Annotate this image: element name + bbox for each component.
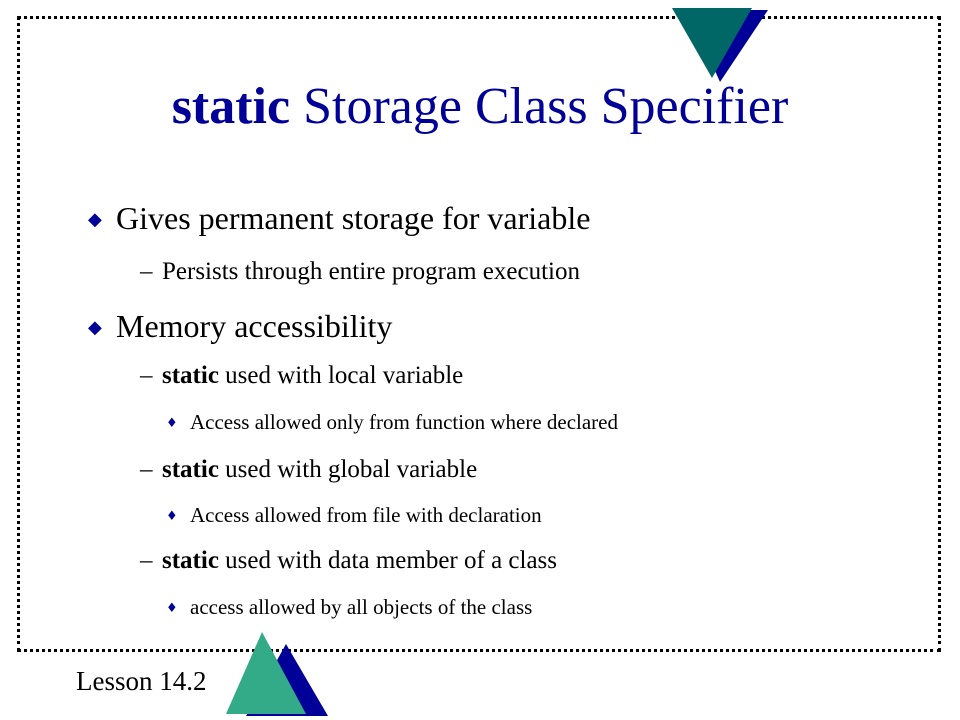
subpoint-text: used with global variable bbox=[218, 456, 478, 483]
diamond-bullet-icon: ♦ bbox=[166, 601, 178, 616]
dash-marker: – bbox=[140, 547, 153, 574]
title-keyword: static bbox=[171, 78, 291, 135]
diamond-bullet-icon: ♦ bbox=[166, 509, 178, 524]
subpoint-text: Persists through entire program execution bbox=[162, 258, 580, 285]
top-triangle-logo-icon bbox=[668, 6, 772, 86]
keyword-static: static bbox=[162, 547, 219, 574]
subpoint-text: used with local variable bbox=[218, 362, 464, 389]
subpoint-global-variable bbox=[140, 456, 477, 484]
detail-text: Access allowed only from function where declared bbox=[190, 410, 618, 434]
detail-text: Access allowed from file with declaration bbox=[190, 503, 542, 527]
dash-marker: – bbox=[140, 456, 153, 483]
title-text: Storage Class Specifier bbox=[290, 78, 789, 135]
bullet-memory-accessibility bbox=[88, 308, 392, 345]
diamond-bullet-icon: ♦ bbox=[166, 416, 178, 431]
subpoint-data-member bbox=[140, 547, 557, 575]
detail-file-access bbox=[166, 503, 542, 528]
keyword-static: static bbox=[162, 362, 219, 389]
subpoint-persists bbox=[140, 258, 580, 286]
bullet-permanent-storage bbox=[88, 200, 590, 237]
detail-class-access bbox=[166, 595, 532, 620]
bullet-icon: ◆ bbox=[88, 209, 102, 230]
bullet-text: Memory accessibility bbox=[116, 308, 393, 344]
dash-marker: – bbox=[140, 258, 153, 285]
lesson-footer: Lesson 14.2 bbox=[76, 666, 207, 696]
keyword-static: static bbox=[162, 456, 219, 483]
subpoint-local-variable bbox=[140, 362, 463, 390]
bottom-triangle-logo-icon bbox=[222, 630, 334, 720]
dash-marker: – bbox=[140, 362, 153, 389]
detail-text: access allowed by all objects of the class bbox=[190, 595, 533, 619]
detail-function-access bbox=[166, 410, 618, 435]
bullet-text: Gives permanent storage for variable bbox=[116, 200, 591, 236]
slide-title bbox=[0, 78, 960, 135]
bullet-icon: ◆ bbox=[88, 317, 102, 338]
subpoint-text: used with data member of a class bbox=[218, 547, 558, 574]
